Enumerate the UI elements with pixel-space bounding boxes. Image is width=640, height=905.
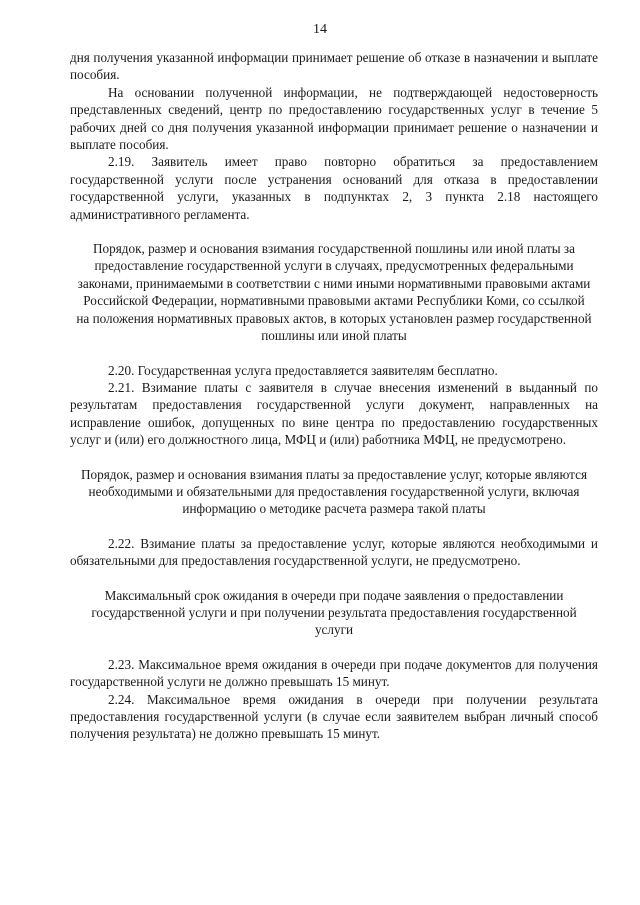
section-heading-service-fee: Порядок, размер и основания взимания платы за предоставление услуг, которые являются необходимыми и обязательными для предоставления государственной услуги, включая информацию о методике расчета размера такой платы (80, 466, 588, 517)
paragraph-2-19: 2.19. Заявитель имеет право повторно обратиться за предоставлением государственной услуги после устранения оснований для отказа в предоставлении государственной услуги, указанных в подпунктах 2, 3 пункта 2.18 настоящего административного регламента. (70, 154, 598, 222)
spacer (70, 449, 598, 466)
paragraph-2-23: 2.23. Максимальное время ожидания в очереди при подаче документов для получения государственной услуги не должно превышать 15 минут. (70, 656, 598, 690)
spacer (70, 518, 598, 535)
page-number: 14 (313, 22, 327, 37)
spacer (70, 570, 598, 587)
spacer (70, 223, 598, 240)
document-body (70, 49, 598, 743)
spacer (70, 345, 598, 362)
paragraph-decision: На основании полученной информации, не подтверждающей недостоверность представленных сведений, центр по предоставлению государственных услуг в течение 5 рабочих дней со дня получения указанной информации принимает решение о назначении и выплате пособия. (70, 84, 598, 153)
paragraph-2-21: 2.21. Взимание платы с заявителя в случае внесения изменений в выданный по результатам предоставления государственной услуги документ, направленных на исправление ошибок, допущенных по вине центра по предоставлению государственных услуг и (или) его должностного лица, МФЦ и (или) работника МФЦ, не предусмотрено. (70, 379, 598, 448)
paragraph-2-22: 2.22. Взимание платы за предоставление услуг, которые являются необходимыми и обязательными для предоставления государственной услуги, не предусмотрено. (70, 535, 598, 569)
paragraph-2-20: 2.20. Государственная услуга предоставляется заявителям бесплатно. (108, 362, 498, 378)
spacer (70, 639, 598, 656)
section-heading-state-fee: Порядок, размер и основания взимания государственной пошлины или иной платы за предоставление государственной услуги в случаях, предусмотренных федеральными законами, принимаемыми в соответствии с ними иными нормативными правовыми актами Российской Федерации, нормативными правовыми актами Республики Коми, со ссылкой на положения нормативных правовых актов, в которых установлен размер государственной пошлины или иной платы (76, 241, 592, 344)
paragraph-2-24: 2.24. Максимальное время ожидания в очереди при получении результата предоставления государственной услуги (в случае если заявителем выбран личный способ получения результата) не должно превышать 15 минут. (70, 691, 598, 742)
section-heading-queue-time: Максимальный срок ожидания в очереди при подаче заявления о предоставлении государственной услуги и при получении результата предоставления государственной услуги (91, 587, 577, 638)
paragraph-continuation: дня получения указанной информации принимает решение об отказе в назначении и выплате пособия. (70, 50, 598, 83)
